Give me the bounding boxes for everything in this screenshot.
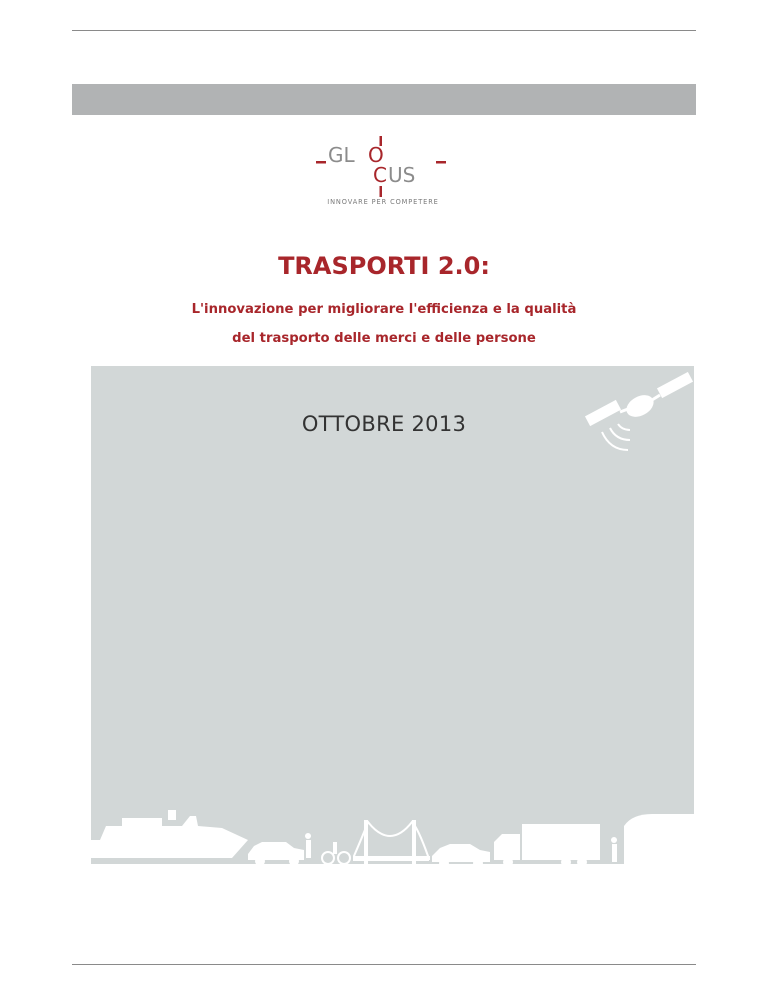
logo-text-gl: GL xyxy=(328,143,355,167)
top-rule xyxy=(72,30,696,31)
satellite-icon xyxy=(578,372,698,454)
subtitle-line-2: del trasporto delle merci e delle persone xyxy=(232,331,536,346)
logo-text-o: O xyxy=(368,143,384,167)
bottom-rule xyxy=(72,964,696,965)
page-title: TRASPORTI 2.0: xyxy=(278,252,490,280)
header-bar xyxy=(72,84,696,115)
transport-skyline-icon xyxy=(72,806,696,868)
logo-text-c: C xyxy=(373,163,387,187)
logo-text-us: US xyxy=(388,163,416,187)
subtitle-line-1: L'innovazione per migliorare l'efficienza e la qualità xyxy=(191,302,577,317)
logo-tagline: INNOVARE PER COMPETERE xyxy=(327,198,439,206)
publication-date: OTTOBRE 2013 xyxy=(301,412,467,436)
